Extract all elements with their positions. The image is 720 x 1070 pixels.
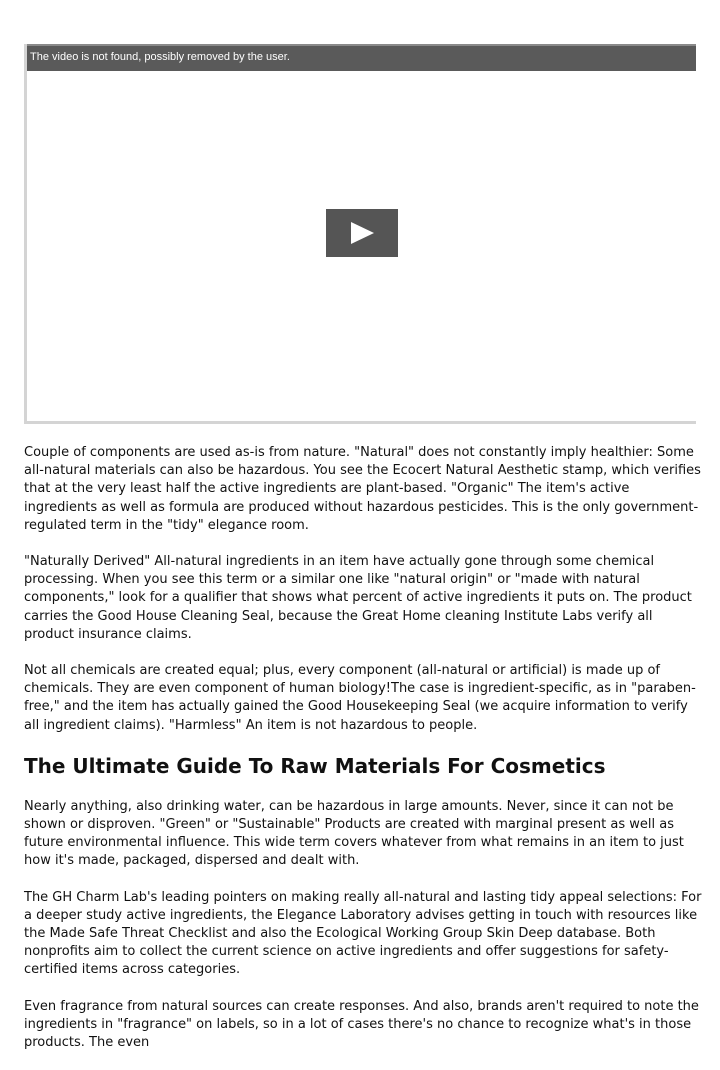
video-error-bar bbox=[27, 44, 696, 71]
article-body bbox=[24, 444, 704, 1070]
article-paragraph: "Naturally Derived" All-natural ingredients in an item have actually gone through some chemical processing. When you see this term or a similar one like "natural origin" or "made with natural components," look for a qualifier that shows what percent of active ingredients it puts on. The product carries the Good House Cleaning Seal, because the Great Home cleaning Institute Labs verify all product insurance claims. bbox=[24, 554, 692, 642]
article-heading: The Ultimate Guide To Raw Materials For Cosmetics bbox=[24, 753, 606, 778]
play-icon bbox=[349, 221, 375, 245]
play-button[interactable] bbox=[326, 209, 398, 257]
video-error-message: The video is not found, possibly removed by the user. bbox=[30, 51, 290, 63]
article-paragraph: Even fragrance from natural sources can create responses. And also, brands aren't required to note the ingredients in "fragrance" on labels, so in a lot of cases there's no chance to recognize what's in those products. The even bbox=[24, 998, 699, 1051]
article-paragraph: Not all chemicals are created equal; plus, every component (all-natural or artificial) is made up of chemicals. They are even component of human biology!The case is ingredient-specific, as in "paraben-free," and the item has actually gained the Good Housekeeping Seal (we acquire information to verify all ingredient claims). "Harmless" An item is not hazardous to people. bbox=[24, 663, 696, 733]
article-paragraph: Couple of components are used as-is from nature. "Natural" does not constantly imply healthier: Some all-natural materials can also be hazardous. You see the Ecocert Natural Aesthetic stamp, which verifies that at the very least half the active ingredients are plant-based. "Organic" The item's active ingredients as well as formula are produced without hazardous pesticides. This is the only government-regulated term in the "tidy" elegance room. bbox=[24, 445, 701, 533]
video-player[interactable] bbox=[24, 44, 696, 424]
article-paragraph: The GH Charm Lab's leading pointers on making really all-natural and lasting tidy appeal selections: For a deeper study active ingredients, the Elegance Laboratory advises getting in touch with resources like the Made Safe Threat Checklist and also the Ecological Working Group Skin Deep database. Both nonprofits aim to collect the current science on active ingredients and offer suggestions for safety-certified items across categories. bbox=[24, 889, 702, 978]
article-paragraph: Nearly anything, also drinking water, can be hazardous in large amounts. Never, since it can not be shown or disproven. "Green" or "Sustainable" Products are created with marginal present as well as future environmental influence. This wide term covers whatever from what remains in an item to just how it's made, packaged, dispersed and dealt with. bbox=[24, 798, 684, 869]
